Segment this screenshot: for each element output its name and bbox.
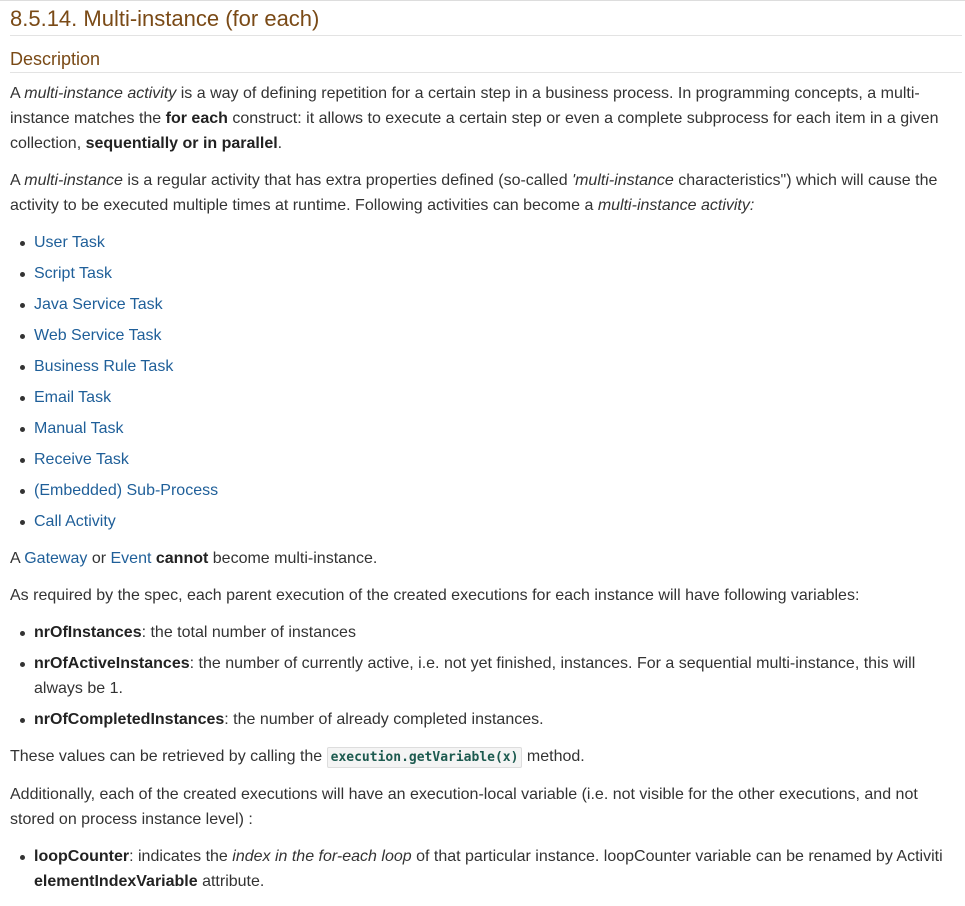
activity-list xyxy=(10,230,952,534)
variable-name: nrOfInstances xyxy=(34,624,142,641)
section-title: 8.5.14. Multi-instance (for each) xyxy=(10,6,320,31)
list-item xyxy=(34,261,952,286)
variable-name: nrOfActiveInstances xyxy=(34,655,190,672)
text: A xyxy=(10,550,25,567)
strong: cannot xyxy=(155,550,209,567)
link-user-task[interactable]: User Task xyxy=(34,234,105,251)
link-event[interactable]: Event xyxy=(110,550,152,567)
link-web-service-task[interactable]: Web Service Task xyxy=(34,327,162,344)
text: is a regular activity that has extra properties defined (so-called xyxy=(122,172,573,189)
variable-name: nrOfCompletedInstances xyxy=(34,711,225,728)
link-sub-process[interactable]: (Embedded) Sub-Process xyxy=(34,482,219,499)
variable-description: : the number of currently active, i.e. not yet finished, instances. For a sequential multi-instance, this will always be 1. xyxy=(34,655,916,697)
link-business-rule-task[interactable]: Business Rule Task xyxy=(34,358,174,375)
list-item xyxy=(34,354,952,379)
retrieve-paragraph xyxy=(10,744,952,770)
intro-paragraph xyxy=(10,81,952,156)
emphasis: multi-instance activity: xyxy=(597,197,755,214)
list-item xyxy=(34,509,952,534)
list-item xyxy=(34,707,952,732)
text: . xyxy=(277,135,283,152)
link-gateway[interactable]: Gateway xyxy=(24,550,88,567)
text: construct: it allows to execute a certain step or even a complete subprocess for each item in a given collection, xyxy=(10,110,939,152)
text: These values can be retrieved by calling the xyxy=(10,748,327,765)
description-heading: Description xyxy=(10,49,101,69)
local-variable-paragraph: Additionally, each of the created executions will have an execution-local variable (i.e. not visible for the other executions, and not stored on process instance level) : xyxy=(10,786,918,828)
emphasis: index in the for-each loop xyxy=(232,848,412,865)
text: method. xyxy=(522,748,585,765)
text: of that particular instance. loopCounter variable can be renamed by Activiti xyxy=(411,848,943,865)
text: : indicates the xyxy=(129,848,233,865)
variable-name: loopCounter xyxy=(34,848,130,865)
text: is a way of defining repetition for a certain step in a business process. In programming concepts, a multi-instance matches the xyxy=(10,85,920,127)
top-border xyxy=(0,0,965,1)
link-email-task[interactable]: Email Task xyxy=(34,389,112,406)
text: attribute. xyxy=(197,873,265,890)
code-snippet: execution.getVariable(x) xyxy=(327,747,523,768)
text: or xyxy=(87,550,111,567)
strong: for each xyxy=(165,110,228,127)
emphasis: 'multi-instance xyxy=(572,172,674,189)
link-manual-task[interactable]: Manual Task xyxy=(34,420,124,437)
emphasis: multi-instance activity xyxy=(24,85,177,102)
list-item xyxy=(34,620,952,645)
strong: elementIndexVariable xyxy=(34,873,198,890)
title-divider xyxy=(10,35,962,36)
list-item xyxy=(34,292,952,317)
list-item xyxy=(34,651,952,701)
list-item xyxy=(34,416,952,441)
text: characteristics") which will cause the activity to be executed multiple times at runtime. Following activities can become a xyxy=(10,172,938,214)
variable-list xyxy=(10,620,952,732)
list-item xyxy=(34,323,952,348)
list-item xyxy=(34,478,952,503)
spec-paragraph: As required by the spec, each parent execution of the created executions for each instance will have following variables: xyxy=(10,587,860,604)
emphasis: multi-instance xyxy=(24,172,123,189)
variable-description: : the number of already completed instances. xyxy=(224,711,544,728)
variable-description: : the total number of instances xyxy=(141,624,356,641)
description-body xyxy=(10,81,952,906)
text: A xyxy=(10,172,25,189)
text: A xyxy=(10,85,25,102)
strong: sequentially or in parallel xyxy=(85,135,278,152)
text: become multi-instance. xyxy=(208,550,378,567)
list-item xyxy=(34,844,952,894)
local-variable-list xyxy=(10,844,952,894)
list-item xyxy=(34,230,952,255)
list-item xyxy=(34,447,952,472)
list-item xyxy=(34,385,952,410)
definition-paragraph xyxy=(10,168,952,218)
link-receive-task[interactable]: Receive Task xyxy=(34,451,129,468)
gateway-paragraph xyxy=(10,546,952,571)
link-java-service-task[interactable]: Java Service Task xyxy=(34,296,163,313)
link-call-activity[interactable]: Call Activity xyxy=(34,513,116,530)
link-script-task[interactable]: Script Task xyxy=(34,265,112,282)
description-divider xyxy=(10,72,962,73)
